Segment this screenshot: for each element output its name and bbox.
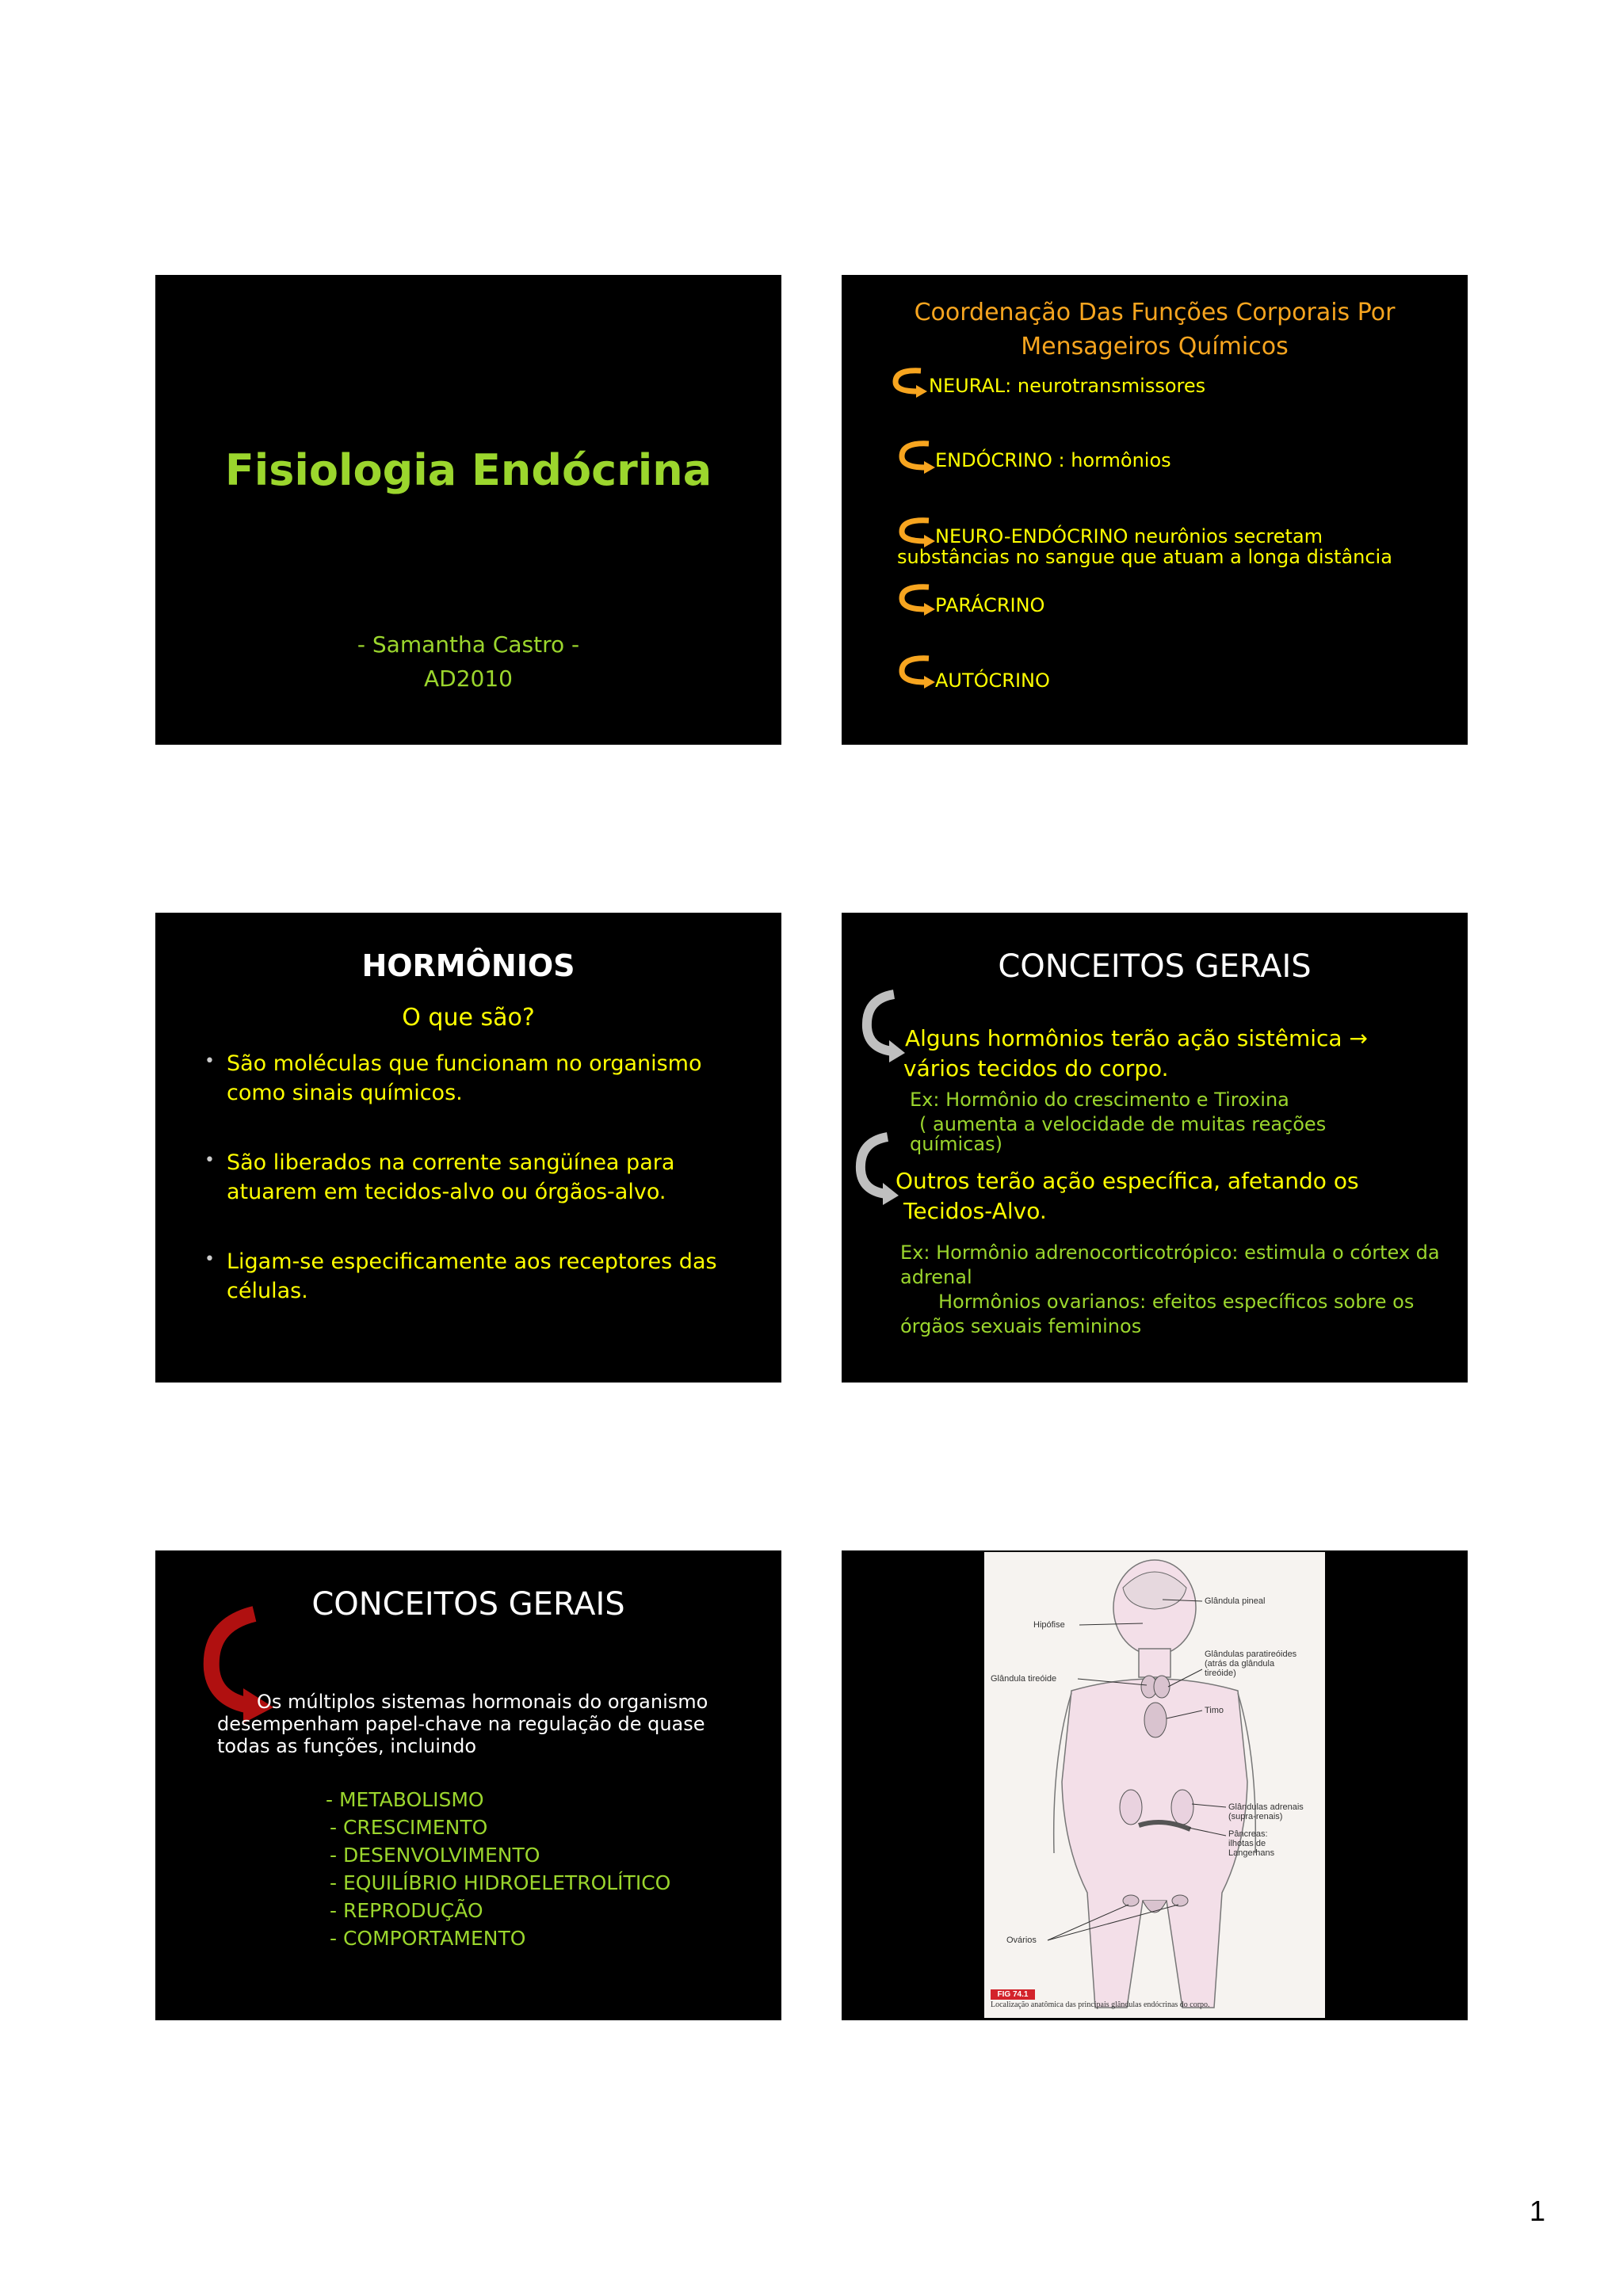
slide3-bullet3-line1: Ligam-se especificamente aos receptores das bbox=[227, 1249, 717, 1274]
slide-conceitos-gerais-1 bbox=[842, 913, 1468, 1383]
slide4-title: CONCEITOS GERAIS bbox=[998, 948, 1312, 985]
slide5-list-item: - EQUILÍBRIO HIDROELETROLÍTICO bbox=[330, 1871, 671, 1894]
figure-caption: Localização anatômica das principais glândulas endócrinas do corpo. bbox=[991, 2000, 1210, 2009]
label-tireoide: Glândula tireóide bbox=[991, 1674, 1057, 1684]
slide2-item-endocrino: ENDÓCRINO : hormônios bbox=[935, 449, 1171, 471]
slide2-item-neural: NEURAL: neurotransmissores bbox=[929, 375, 1206, 397]
slide-coordination bbox=[842, 275, 1468, 745]
curved-arrow-icon bbox=[853, 1131, 900, 1206]
slide-anatomy-figure bbox=[842, 1550, 1468, 2020]
slide2-item-paracrino: PARÁCRINO bbox=[935, 594, 1045, 616]
slide5-list-item: - REPRODUÇÃO bbox=[330, 1899, 483, 1922]
label-pancreas-3: Langerhans bbox=[1228, 1848, 1275, 1858]
slide4-ex2-line4: órgãos sexuais femininos bbox=[900, 1315, 1142, 1337]
slide4-ex2-line2: adrenal bbox=[900, 1266, 972, 1288]
slide3-bullet2-line1: São liberados na corrente sangüínea para bbox=[227, 1150, 675, 1175]
slide4-p2-line1: Outros terão ação específica, afetando os bbox=[896, 1168, 1359, 1194]
slide4-ex1-line1: Ex: Hormônio do crescimento e Tiroxina bbox=[910, 1089, 1289, 1111]
slide3-title: HORMÔNIOS bbox=[361, 948, 575, 983]
slide-title bbox=[155, 275, 781, 745]
slide4-p1-line2: vários tecidos do corpo. bbox=[903, 1055, 1169, 1081]
bullet-icon: • bbox=[204, 1051, 215, 1071]
slide2-title-line1: Coordenação Das Funções Corporais Por bbox=[914, 299, 1396, 326]
slide4-ex2-line3: Hormônios ovarianos: efeitos específicos sobre os bbox=[938, 1291, 1415, 1313]
slide4-p1-line1: Alguns hormônios terão ação sistêmica → bbox=[905, 1025, 1368, 1051]
slide4-ex2-line1: Ex: Hormônio adrenocorticotrópico: estimula o córtex da bbox=[900, 1241, 1440, 1264]
endocrine-glands-diagram bbox=[984, 1552, 1325, 2018]
figure-label: FIG 74.1 bbox=[991, 1989, 1035, 2000]
label-timo: Timo bbox=[1205, 1706, 1224, 1715]
curved-arrow-icon bbox=[896, 516, 935, 547]
slide2-item-autocrino: AUTÓCRINO bbox=[935, 669, 1050, 692]
slide3-bullet1-line2: como sinais químicos. bbox=[227, 1081, 463, 1105]
slide1-code: AD2010 bbox=[424, 666, 513, 692]
slide5-intro-line1: Os múltiplos sistemas hormonais do organismo bbox=[257, 1691, 708, 1713]
slide2-item-neuroendocrino-cont: substâncias no sangue que atuam a longa distância bbox=[897, 546, 1392, 568]
label-ovarios: Ovários bbox=[1006, 1936, 1037, 1945]
bullet-icon: • bbox=[204, 1150, 215, 1170]
slide4-ex1-line2: ( aumenta a velocidade de muitas reações bbox=[919, 1113, 1327, 1135]
curved-arrow-icon bbox=[896, 439, 935, 475]
label-pineal: Glândula pineal bbox=[1205, 1596, 1266, 1606]
curved-arrow-icon bbox=[896, 654, 935, 689]
label-adrenais-1: Glândulas adrenais bbox=[1228, 1802, 1304, 1812]
slide5-intro-line2: desempenham papel-chave na regulação de quase bbox=[217, 1713, 705, 1735]
slide4-ex1-line3: químicas) bbox=[910, 1133, 1002, 1155]
label-pancreas-1: Pâncreas: bbox=[1228, 1829, 1268, 1839]
curved-arrow-icon bbox=[896, 582, 935, 616]
label-pancreas-2: ilhotas de bbox=[1228, 1839, 1266, 1848]
slide5-intro-line3: todas as funções, incluindo bbox=[217, 1735, 477, 1757]
slide5-title: CONCEITOS GERAIS bbox=[311, 1586, 625, 1623]
slide3-bullet3-line2: células. bbox=[227, 1279, 308, 1303]
slide3-bullet2-line2: atuarem em tecidos-alvo ou órgãos-alvo. bbox=[227, 1180, 666, 1204]
label-paratireoides-1: Glândulas paratireóides bbox=[1205, 1650, 1297, 1659]
slide1-author: - Samantha Castro - bbox=[357, 631, 580, 658]
slide2-title-line2: Mensageiros Químicos bbox=[1021, 333, 1289, 360]
slide5-list-item: - DESENVOLVIMENTO bbox=[330, 1844, 540, 1867]
slide1-title: Fisiologia Endócrina bbox=[224, 445, 712, 495]
label-adrenais-2: (supra-renais) bbox=[1228, 1812, 1283, 1821]
curved-arrow-icon bbox=[889, 366, 929, 398]
slide4-p2-line2: Tecidos-Alvo. bbox=[903, 1198, 1047, 1224]
slide3-bullet1-line1: São moléculas que funcionam no organismo bbox=[227, 1051, 702, 1076]
slide5-list-item: - CRESCIMENTO bbox=[330, 1816, 488, 1839]
slide5-list-item: - COMPORTAMENTO bbox=[330, 1927, 526, 1950]
curved-arrow-icon bbox=[859, 988, 907, 1063]
label-hipofise: Hipófise bbox=[1033, 1620, 1065, 1630]
bullet-icon: • bbox=[204, 1249, 215, 1269]
page-number: 1 bbox=[1529, 2195, 1546, 2227]
slide3-subtitle: O que são? bbox=[402, 1004, 535, 1032]
label-paratireoides-3: tireóide) bbox=[1205, 1669, 1236, 1678]
label-paratireoides-2: (atrás da glândula bbox=[1205, 1659, 1275, 1669]
slide5-list-item: - METABOLISMO bbox=[326, 1788, 484, 1811]
slide-conceitos-gerais-2 bbox=[155, 1550, 781, 2020]
slide2-item-neuroendocrino: NEURO-ENDÓCRINO neurônios secretam bbox=[935, 525, 1323, 547]
slide-hormonios bbox=[155, 913, 781, 1383]
